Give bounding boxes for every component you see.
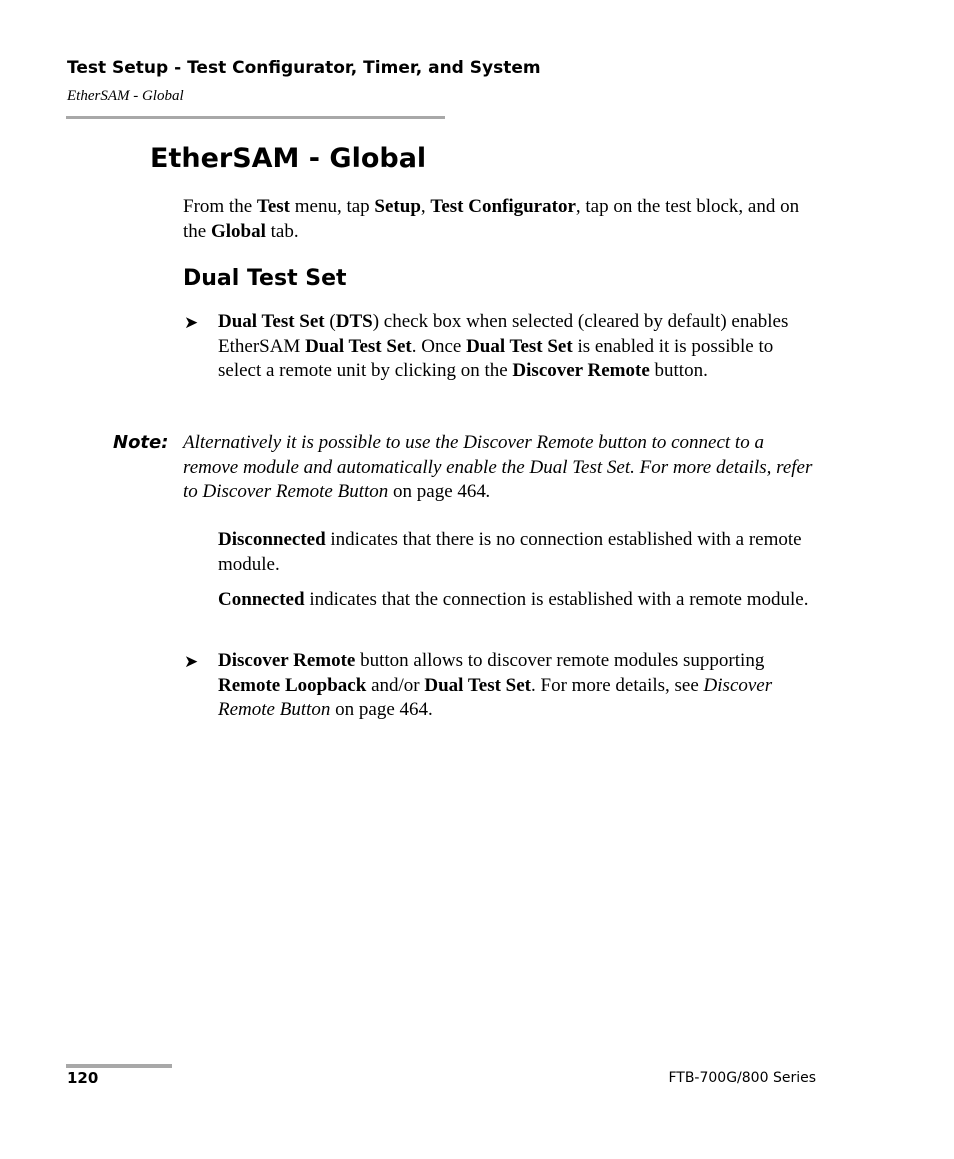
- disconnected-description: Disconnected indicates that there is no connection established with a remote module.: [218, 529, 802, 575]
- connected-description: Connected indicates that the connection is established with a remote module.: [218, 589, 809, 610]
- menu-setup: Setup: [374, 196, 421, 217]
- bullet-discover-remote: Discover Remote button allows to discover remote modules supporting Remote Loopback and/or Dual Test Set. For more details, see Discover Remote Button on page 464.: [218, 650, 773, 720]
- header-rule: [66, 116, 445, 119]
- menu-test-configurator: Test Configurator: [430, 196, 576, 217]
- tab-global: Global: [210, 220, 266, 242]
- page-title: EtherSAM - Global: [150, 143, 427, 174]
- footer-rule: [66, 1064, 172, 1068]
- footer-series: FTB-700G/800 Series: [668, 1070, 816, 1086]
- running-header-section: EtherSAM - Global: [67, 88, 184, 104]
- section-heading: Dual Test Set: [183, 266, 347, 291]
- bullet-arrow-icon: ➤: [184, 313, 199, 332]
- intro-paragraph: From the Test menu, tap Setup, Test Configurator, tap on the test block, and on the Global tab.: [183, 196, 800, 242]
- bullet-arrow-icon: ➤: [184, 652, 199, 671]
- page-number: 120: [67, 1069, 99, 1087]
- bullet-dual-test-set: Dual Test Set (DTS) check box when selected (cleared by default) enables EtherSAM Dual Test Set. Once Dual Test Set is enabled it is possible to select a remote unit by clicking on the Discover Remote button.: [218, 311, 789, 381]
- running-header-chapter: Test Setup - Test Configurator, Timer, and System: [67, 58, 541, 78]
- menu-test: Test: [256, 196, 290, 217]
- note-text: Alternatively it is possible to use the Discover Remote button to connect to a remove module and automatically enable the Dual Test Set. For more details, refer to Discover Remote Button on page 464.: [183, 432, 813, 502]
- note-label: Note:: [113, 432, 169, 453]
